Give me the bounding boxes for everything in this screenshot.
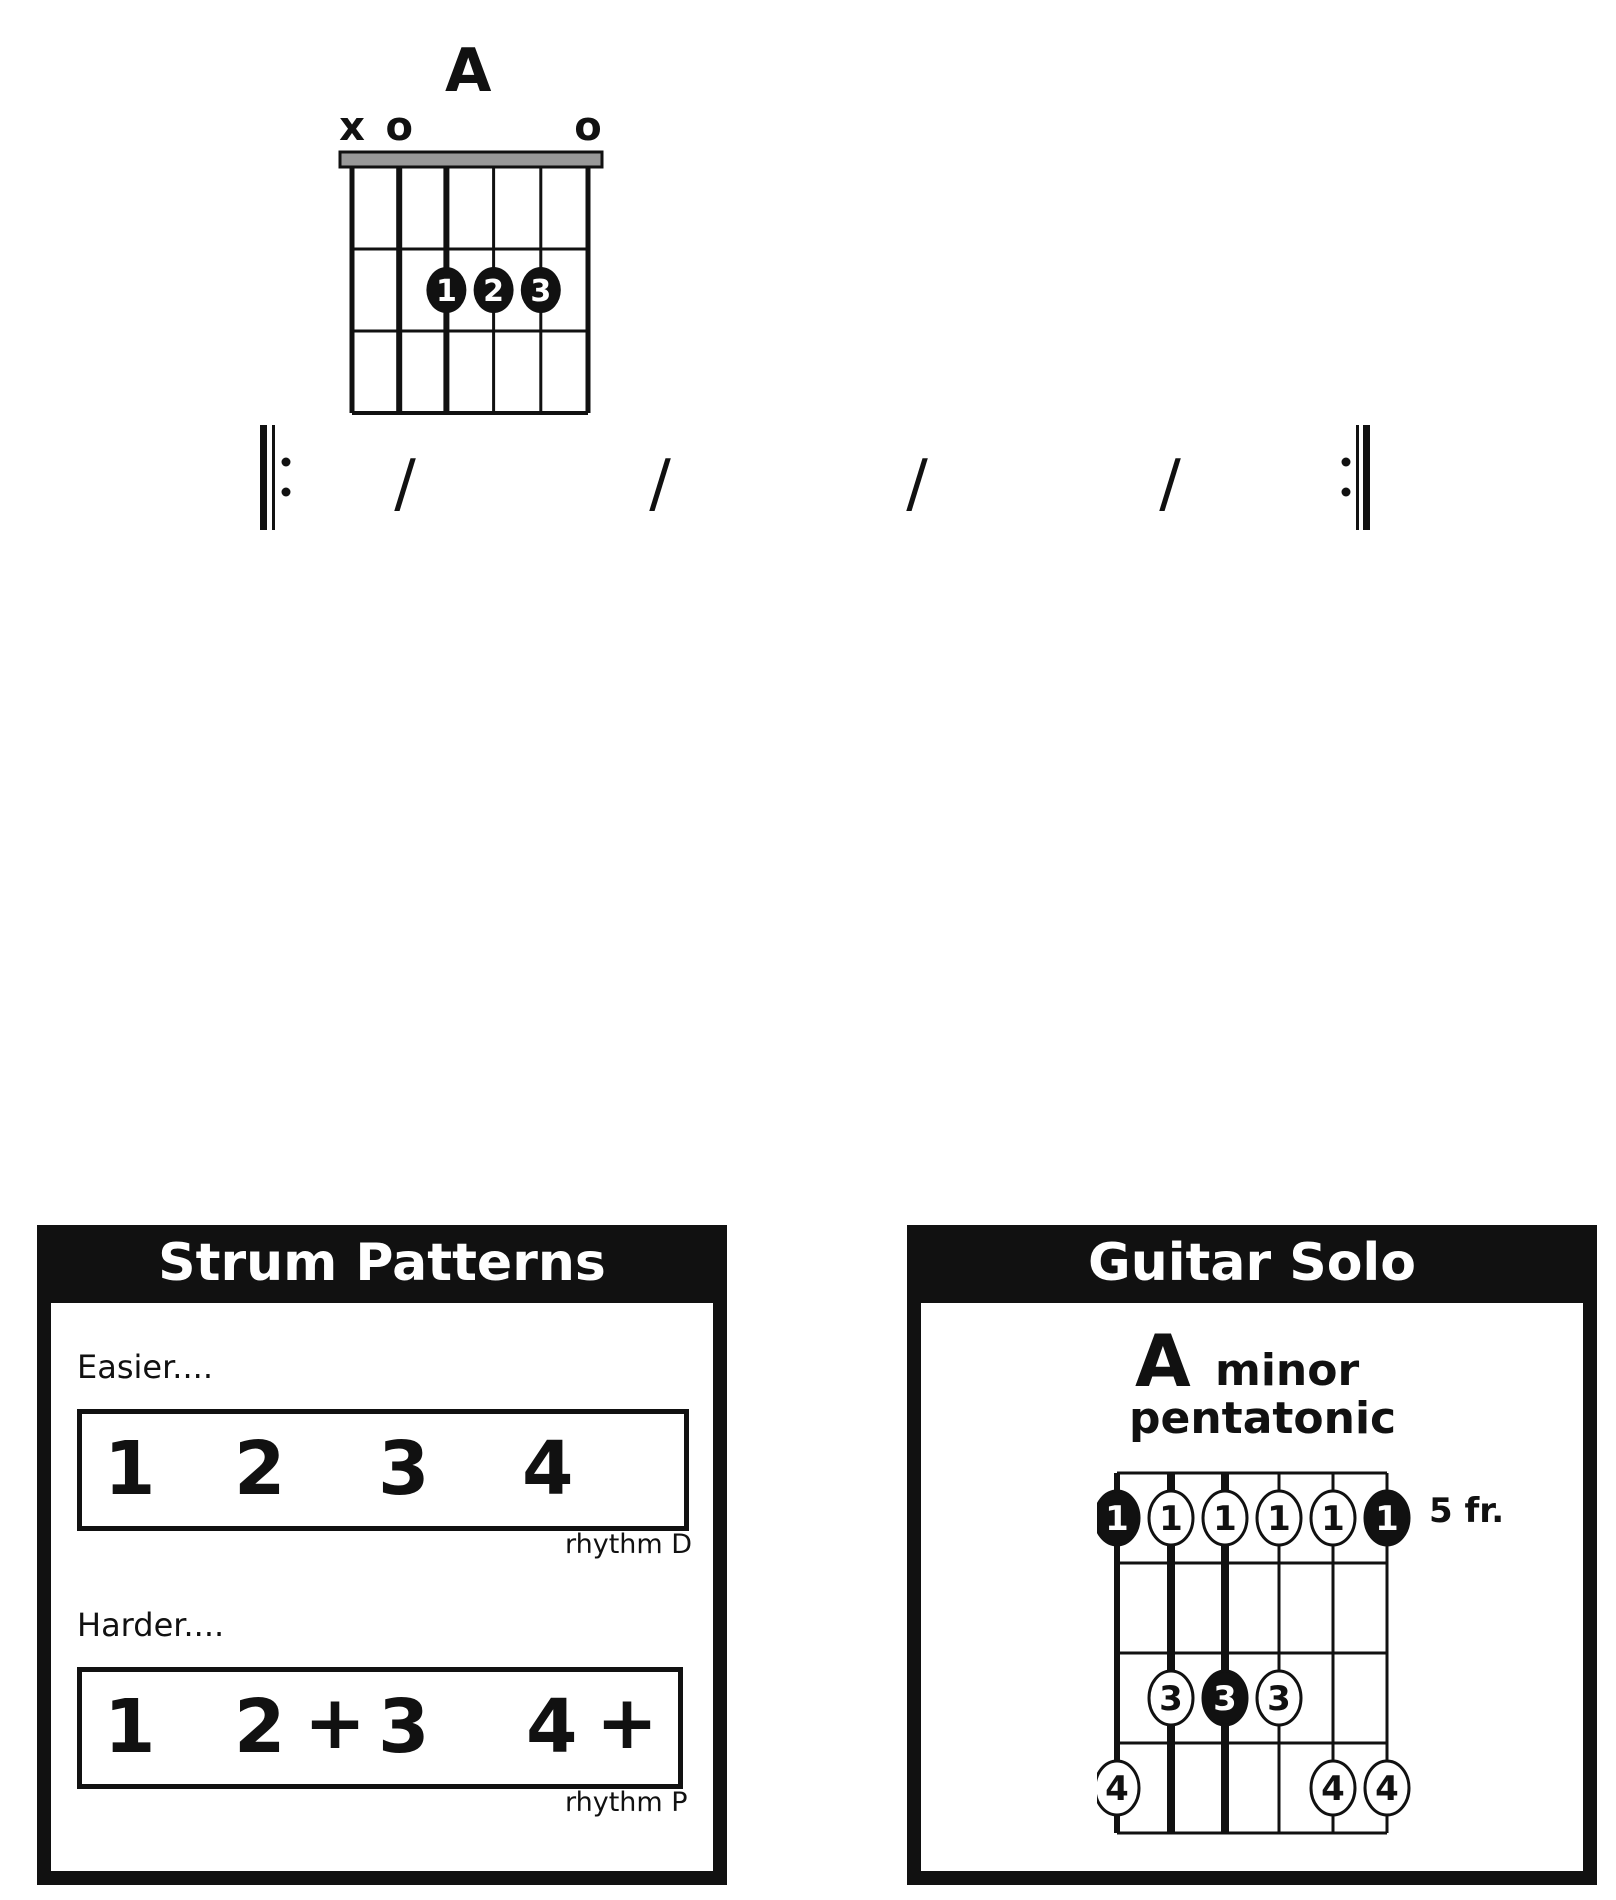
svg-text:4: 4 — [1375, 1769, 1399, 1809]
harder-count-2-and: + — [304, 1680, 367, 1766]
svg-text:1: 1 — [1213, 1499, 1237, 1539]
harder-label: Harder.... — [77, 1606, 225, 1644]
guitar-solo-panel — [907, 1225, 1597, 1885]
svg-text:1: 1 — [1105, 1499, 1129, 1539]
scale-key-quality: minor — [1215, 1345, 1360, 1396]
scale-note — [1149, 1671, 1193, 1725]
scale-note — [1257, 1671, 1301, 1725]
svg-text:4: 4 — [1105, 1769, 1129, 1809]
open-string-mark: o — [385, 104, 413, 150]
chord-finger-dot — [426, 267, 466, 313]
chord-name: A — [445, 36, 492, 106]
harder-count-1: 1 — [104, 1684, 156, 1770]
beat-slash: / — [394, 447, 416, 521]
guitar-solo-body — [921, 1303, 1583, 1871]
harder-count-2: 2 — [234, 1684, 286, 1770]
scale-root-note — [1097, 1491, 1139, 1545]
easier-count-2: 2 — [234, 1426, 286, 1512]
scale-note — [1149, 1491, 1193, 1545]
svg-text:1: 1 — [1159, 1499, 1183, 1539]
scale-root-note — [1203, 1671, 1247, 1725]
strum-patterns-panel — [37, 1225, 727, 1885]
svg-text:1: 1 — [1321, 1499, 1345, 1539]
scale-root-note — [1365, 1491, 1409, 1545]
svg-text:2: 2 — [483, 274, 505, 309]
end-repeat-sign — [1342, 425, 1371, 530]
scale-note — [1365, 1761, 1409, 1815]
strum-patterns-body — [51, 1303, 713, 1871]
easier-pattern-box — [77, 1409, 689, 1531]
open-string-mark: o — [574, 104, 602, 150]
svg-text:1: 1 — [435, 274, 457, 309]
svg-text:1: 1 — [1375, 1499, 1399, 1539]
scale-note — [1257, 1491, 1301, 1545]
easier-rhythm-label: rhythm D — [565, 1529, 693, 1560]
beat-slash: / — [1159, 447, 1181, 521]
svg-text:3: 3 — [1159, 1679, 1183, 1719]
chord-finger-dot — [474, 267, 514, 313]
scale-key-letter: A — [1135, 1319, 1191, 1403]
easier-label: Easier.... — [77, 1348, 213, 1386]
svg-text:3: 3 — [1213, 1679, 1237, 1719]
svg-text:3: 3 — [530, 274, 552, 309]
harder-count-4: 4 — [526, 1684, 578, 1770]
svg-text:1: 1 — [1267, 1499, 1291, 1539]
svg-text:3: 3 — [1267, 1679, 1291, 1719]
rhythm-bar — [250, 420, 1390, 540]
muted-string-mark: x — [339, 104, 365, 150]
easier-count-1: 1 — [104, 1426, 156, 1512]
nut — [340, 152, 602, 167]
scale-note — [1097, 1761, 1139, 1815]
chord-finger-dot — [521, 267, 561, 313]
guitar-solo-title: Guitar Solo — [1088, 1233, 1416, 1293]
harder-rhythm-label: rhythm P — [565, 1787, 688, 1818]
scale-note — [1311, 1491, 1355, 1545]
easier-count-3: 3 — [378, 1426, 430, 1512]
strum-patterns-title: Strum Patterns — [158, 1233, 606, 1293]
beat-slash: / — [649, 447, 671, 521]
beat-slash: / — [906, 447, 928, 521]
harder-count-4-and: + — [596, 1680, 659, 1766]
scale-diagram — [1097, 1463, 1417, 1863]
chord-diagram — [320, 100, 620, 430]
svg-text:4: 4 — [1321, 1769, 1345, 1809]
harder-pattern-box — [77, 1667, 683, 1789]
scale-name: pentatonic — [1129, 1393, 1397, 1444]
position-label: 5 fr. — [1429, 1491, 1505, 1531]
harder-count-3: 3 — [378, 1684, 430, 1770]
scale-note — [1203, 1491, 1247, 1545]
scale-note — [1311, 1761, 1355, 1815]
start-repeat-sign — [260, 425, 291, 530]
easier-count-4: 4 — [522, 1426, 574, 1512]
